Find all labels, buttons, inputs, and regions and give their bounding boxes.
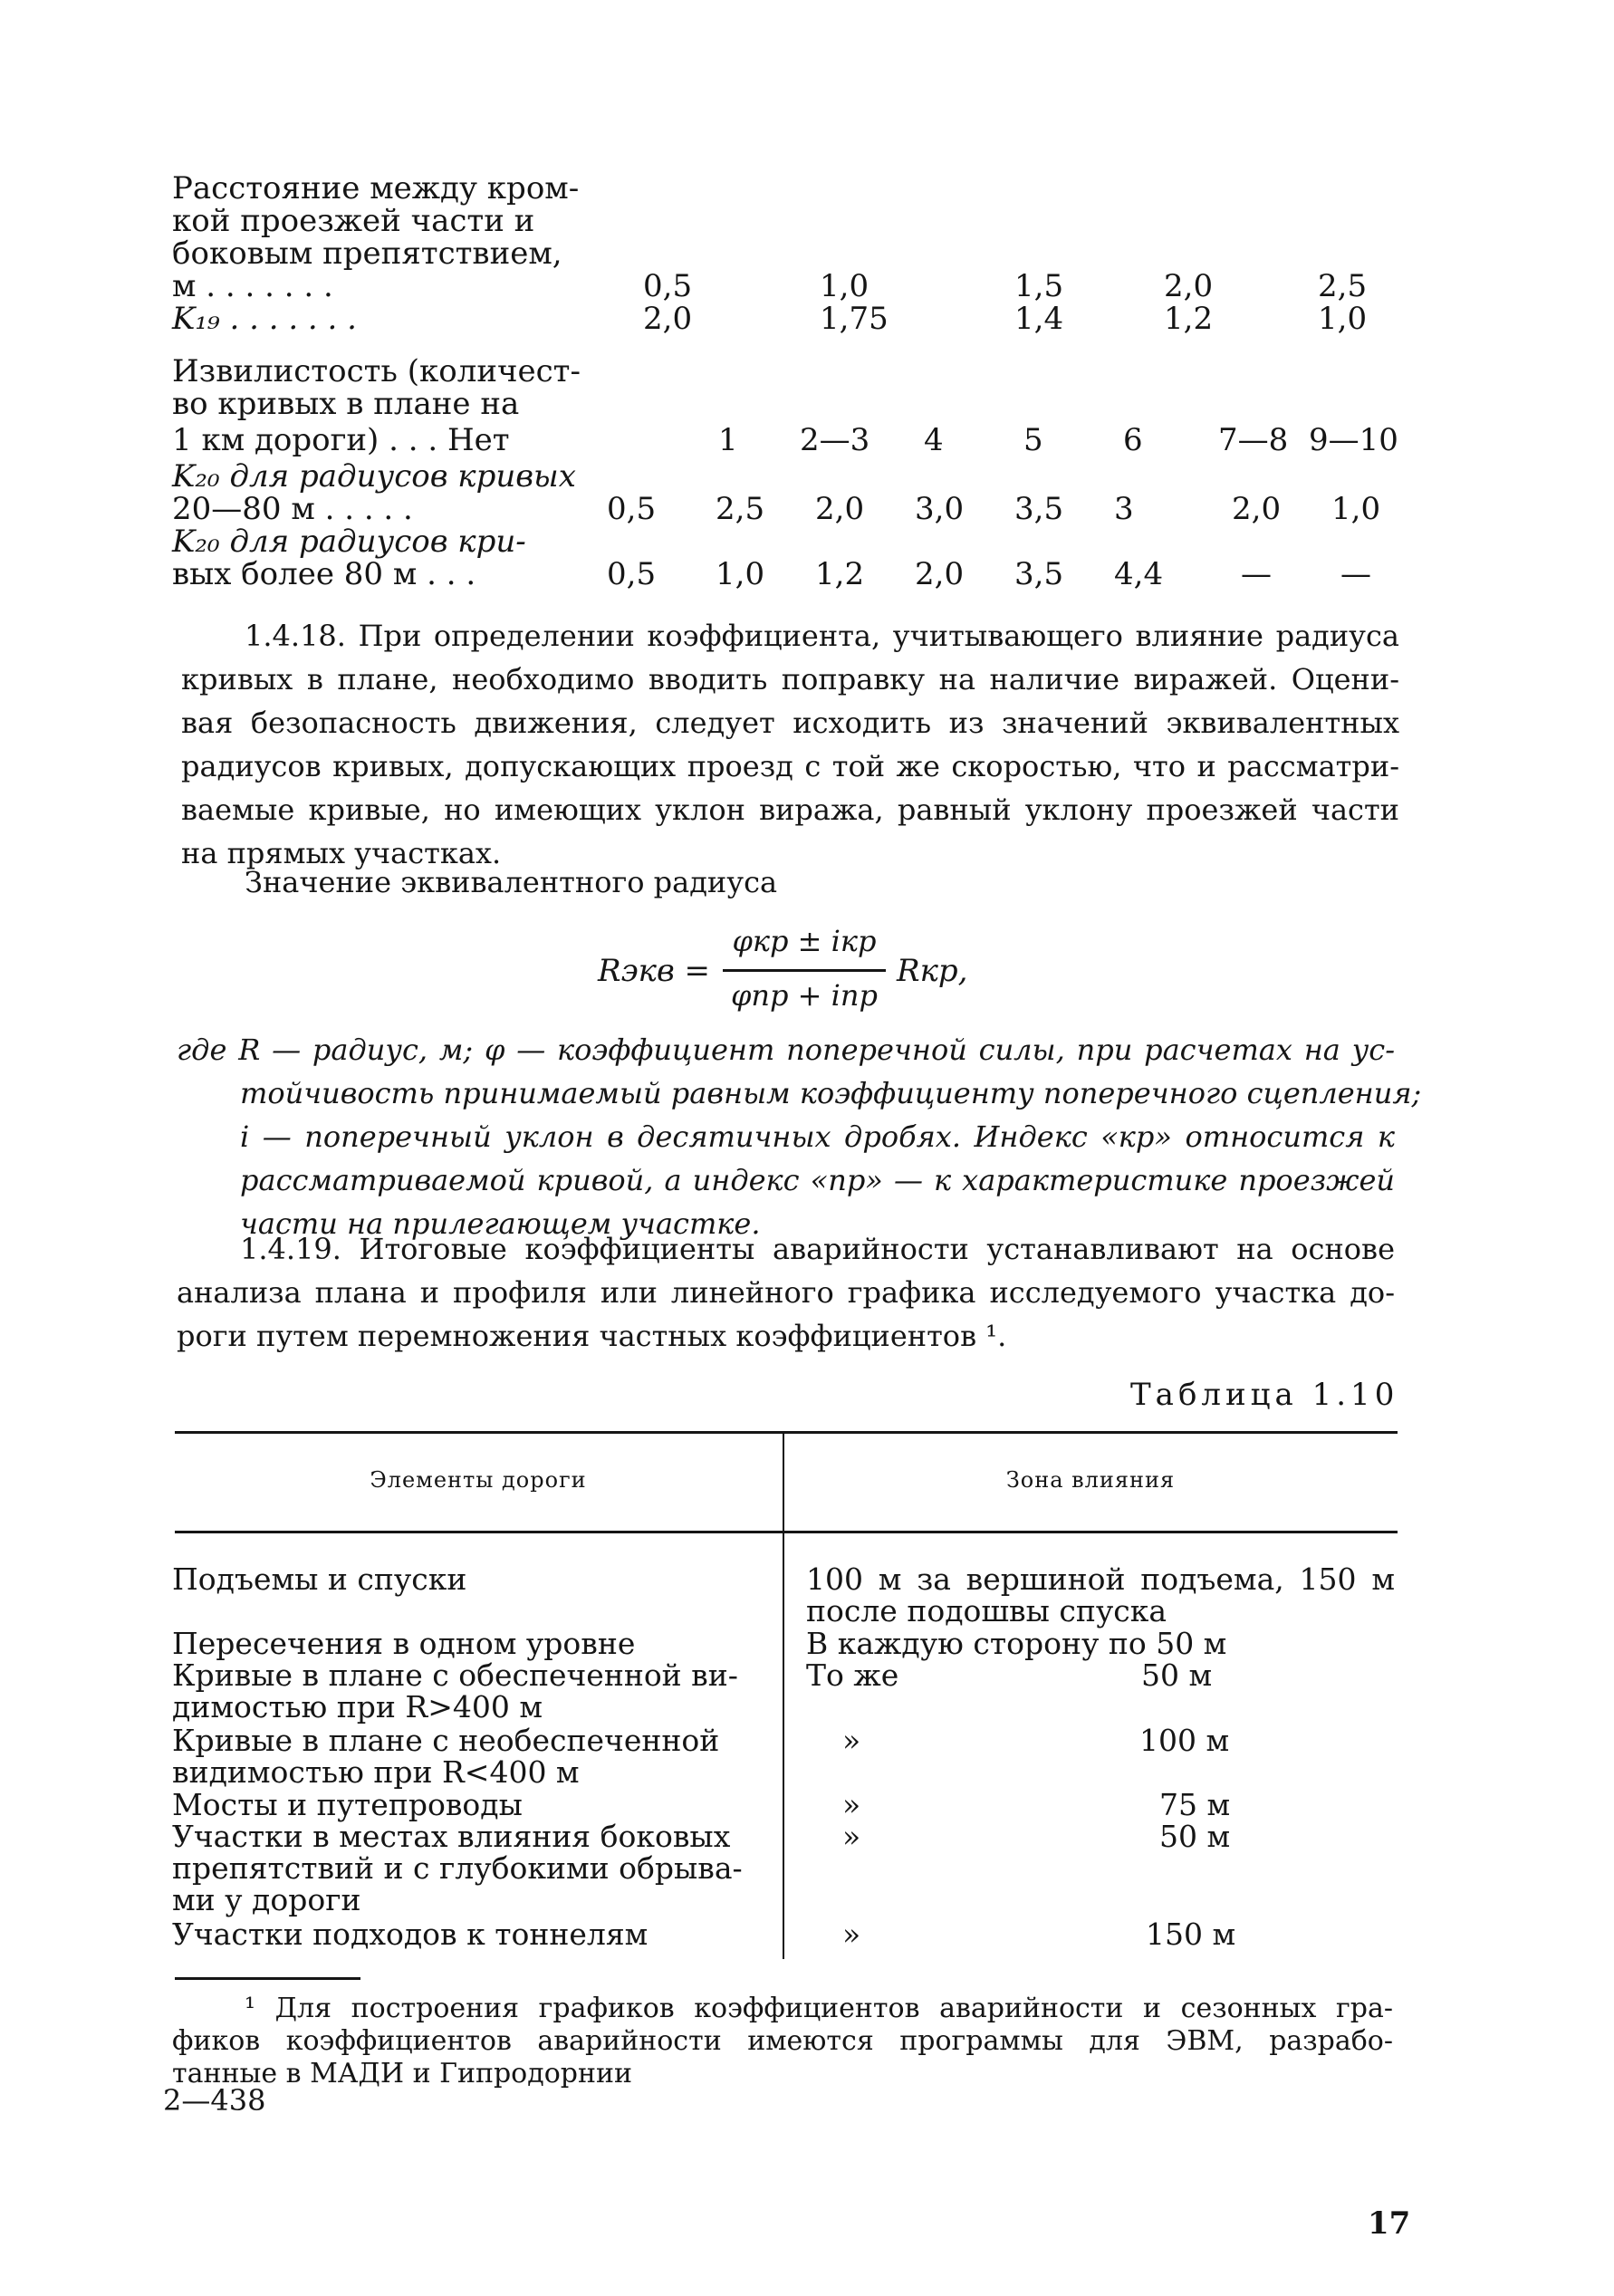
column-header-zone: Зона влияния xyxy=(1005,1467,1176,1493)
row-label-curviness-line2: во кривых в плане на xyxy=(172,386,520,422)
k20-small-value: 2,0 xyxy=(815,491,865,527)
table-cell-element: Подъемы и спуски xyxy=(172,1561,467,1597)
table-top-rule xyxy=(175,1431,1398,1434)
table-cell-element: Мосты и путепроводы xyxy=(172,1787,523,1822)
distance-value: 1,0 xyxy=(820,268,869,304)
formula-numerator: φкр ± iкр xyxy=(732,924,877,958)
fraction-bar xyxy=(723,969,886,972)
k19-value: 1,4 xyxy=(1014,301,1064,337)
table-cell-zone: после подошвы спуска xyxy=(806,1593,1167,1628)
table-header-rule xyxy=(175,1531,1398,1533)
k20-large-value: 1,0 xyxy=(716,556,765,592)
column-header-elements: Элементы дороги xyxy=(370,1467,587,1493)
curviness-value: 9—10 xyxy=(1309,422,1398,458)
distance-value: 2,5 xyxy=(1318,268,1368,304)
table-cell-zone: » xyxy=(842,1917,861,1952)
signature-mark: 2—438 xyxy=(163,2083,266,2118)
k20-small-value: 2,0 xyxy=(1232,491,1282,527)
table-cell-element: видимостью при R<400 м xyxy=(172,1754,580,1790)
paragraph-line: анализа плана и профиля или линейного графика исследуемого участка до- xyxy=(177,1275,1395,1310)
k20-small-value: 0,5 xyxy=(607,491,657,527)
table-cell-distance: 150 м xyxy=(1146,1917,1236,1952)
table-caption: Таблица 1.10 xyxy=(1130,1377,1399,1413)
k20-small-value: 3 xyxy=(1114,491,1134,527)
curviness-value: 4 xyxy=(924,422,944,458)
row-label-distance-line2: кой проезжей части и xyxy=(172,203,535,239)
row-label-distance-line4: м . . . . . . . xyxy=(172,268,333,304)
footnote-rule xyxy=(175,1977,360,1980)
table-body-divider xyxy=(783,1533,784,1959)
legend-line: тойчивость принимаемый равным коэффициенту поперечного сцепления; xyxy=(240,1076,1422,1110)
row-label-k19: K₁₉ . . . . . . . xyxy=(172,301,357,337)
legend-line: i — поперечный уклон в десятичных дробях. Индекс «кр» относится к xyxy=(240,1119,1395,1154)
table-cell-distance: 100 м xyxy=(1139,1723,1230,1758)
paragraph-1-4-18 xyxy=(181,614,1399,875)
table-cell-distance: 75 м xyxy=(1159,1787,1231,1822)
legend-line: рассматриваемой кривой, а индекс «пр» — к характеристике проезжей xyxy=(240,1163,1395,1197)
k20-large-value: 0,5 xyxy=(607,556,657,592)
footnote-line: фиков коэффициентов аварийности имеются программы для ЭВМ, разрабо- xyxy=(172,2025,1393,2057)
paragraph-line: кривых в плане, необходимо вводить поправку на наличие виражей. Оцени- xyxy=(181,662,1399,696)
table-cell-element: Кривые в плане с обеспеченной ви- xyxy=(172,1657,738,1693)
row-label-curviness-line3: 1 км дороги) . . . Нет xyxy=(172,422,510,458)
k19-value: 1,75 xyxy=(820,301,889,337)
curviness-value: 2—3 xyxy=(800,422,870,458)
formula-denominator: φпр + iпр xyxy=(731,978,878,1013)
table-cell-element: Участки в местах влияния боковых xyxy=(172,1819,731,1854)
row-label-k20-small-line1: K₂₀ для радиусов кривых xyxy=(172,458,576,495)
paragraph-line: радиусов кривых, допускающих проезд с той же скоростью, что и рассматри- xyxy=(181,749,1399,783)
formula-legend xyxy=(177,1028,1422,1245)
paragraph-1-4-19 xyxy=(177,1227,1395,1358)
equivalent-radius-label: Значение эквивалентного радиуса xyxy=(245,865,778,899)
k20-small-value: 3,0 xyxy=(915,491,965,527)
table-cell-zone: 100 м за вершиной подъема, 150 м xyxy=(806,1561,1395,1597)
row-label-curviness-line1: Извилистость (количест- xyxy=(172,353,581,389)
curviness-value: 7—8 xyxy=(1218,422,1289,458)
table-cell-element: Участки подходов к тоннелям xyxy=(172,1917,648,1952)
formula-rhs: Rкр, xyxy=(897,953,968,989)
table-cell-zone: То же xyxy=(806,1657,899,1693)
table-cell-zone: » xyxy=(842,1787,861,1822)
k20-large-value: — xyxy=(1241,556,1272,592)
table-cell-zone: » xyxy=(842,1819,861,1854)
distance-value: 0,5 xyxy=(643,268,693,304)
formula-lhs: Rэкв = xyxy=(598,953,711,989)
legend-line: где R — радиус, м; φ — коэффициент поперечной силы, при расчетах на ус- xyxy=(177,1033,1395,1067)
table-cell-zone: » xyxy=(842,1723,861,1758)
curviness-value: 5 xyxy=(1023,422,1043,458)
k20-small-value: 1,0 xyxy=(1331,491,1381,527)
curviness-value: 6 xyxy=(1123,422,1143,458)
legend-line: части на прилегающем участке. xyxy=(240,1206,761,1241)
row-label-k20-small-line2: 20—80 м . . . . . xyxy=(172,491,413,527)
table-cell-element: димостью при R>400 м xyxy=(172,1689,543,1724)
table-cell-element: ми у дороги xyxy=(172,1882,361,1917)
k20-large-value: 3,5 xyxy=(1014,556,1064,592)
row-label-k20-large-line2: вых более 80 м . . . xyxy=(172,556,476,592)
k20-large-value: 4,4 xyxy=(1114,556,1164,592)
row-label-distance-line1: Расстояние между кром- xyxy=(172,170,580,207)
k20-large-value: 1,2 xyxy=(815,556,865,592)
paragraph-line: ваемые кривые, но имеющих уклон виража, равный уклону проезжей части xyxy=(181,793,1399,827)
paragraph-line: 1.4.19. Итоговые коэффициенты аварийности устанавливают на основе xyxy=(240,1232,1395,1266)
footnote xyxy=(172,1993,1393,2090)
distance-value: 2,0 xyxy=(1164,268,1214,304)
table-cell-distance: 50 м xyxy=(1159,1819,1231,1854)
table-cell-element: Пересечения в одном уровне xyxy=(172,1626,636,1661)
k19-value: 2,0 xyxy=(643,301,693,337)
curviness-value: 1 xyxy=(718,422,738,458)
k20-large-value: — xyxy=(1340,556,1371,592)
paragraph-line: на прямых участках. xyxy=(181,836,502,870)
footnote-line: танные в МАДИ и Гипродорнии xyxy=(172,2058,632,2089)
table-cell-element: препятствий и с глубокими обрыва- xyxy=(172,1850,743,1886)
footnote-line: ¹ Для построения графиков коэффициентов аварийности и сезонных гра- xyxy=(245,1993,1393,2024)
row-label-distance-line3: боковым препятствием, xyxy=(172,235,562,272)
row-label-k20-large-line1: K₂₀ для радиусов кри- xyxy=(172,524,526,560)
k19-value: 1,2 xyxy=(1164,301,1214,337)
paragraph-line: роги путем перемножения частных коэффициентов ¹. xyxy=(177,1319,1007,1353)
k20-small-value: 2,5 xyxy=(716,491,765,527)
distance-value: 1,5 xyxy=(1014,268,1064,304)
k20-small-value: 3,5 xyxy=(1014,491,1064,527)
k19-value: 1,0 xyxy=(1318,301,1368,337)
paragraph-line: вая безопасность движения, следует исходить из значений эквивалентных xyxy=(181,706,1399,740)
k20-large-value: 2,0 xyxy=(915,556,965,592)
table-cell-element: Кривые в плане с необеспеченной xyxy=(172,1723,720,1758)
table-cell-distance: 50 м xyxy=(1141,1657,1213,1693)
table-cell-zone: В каждую сторону по 50 м xyxy=(806,1626,1227,1661)
paragraph-line: 1.4.18. При определении коэффициента, учитывающего влияние радиуса xyxy=(245,619,1399,653)
page-number: 17 xyxy=(1368,2205,1411,2242)
